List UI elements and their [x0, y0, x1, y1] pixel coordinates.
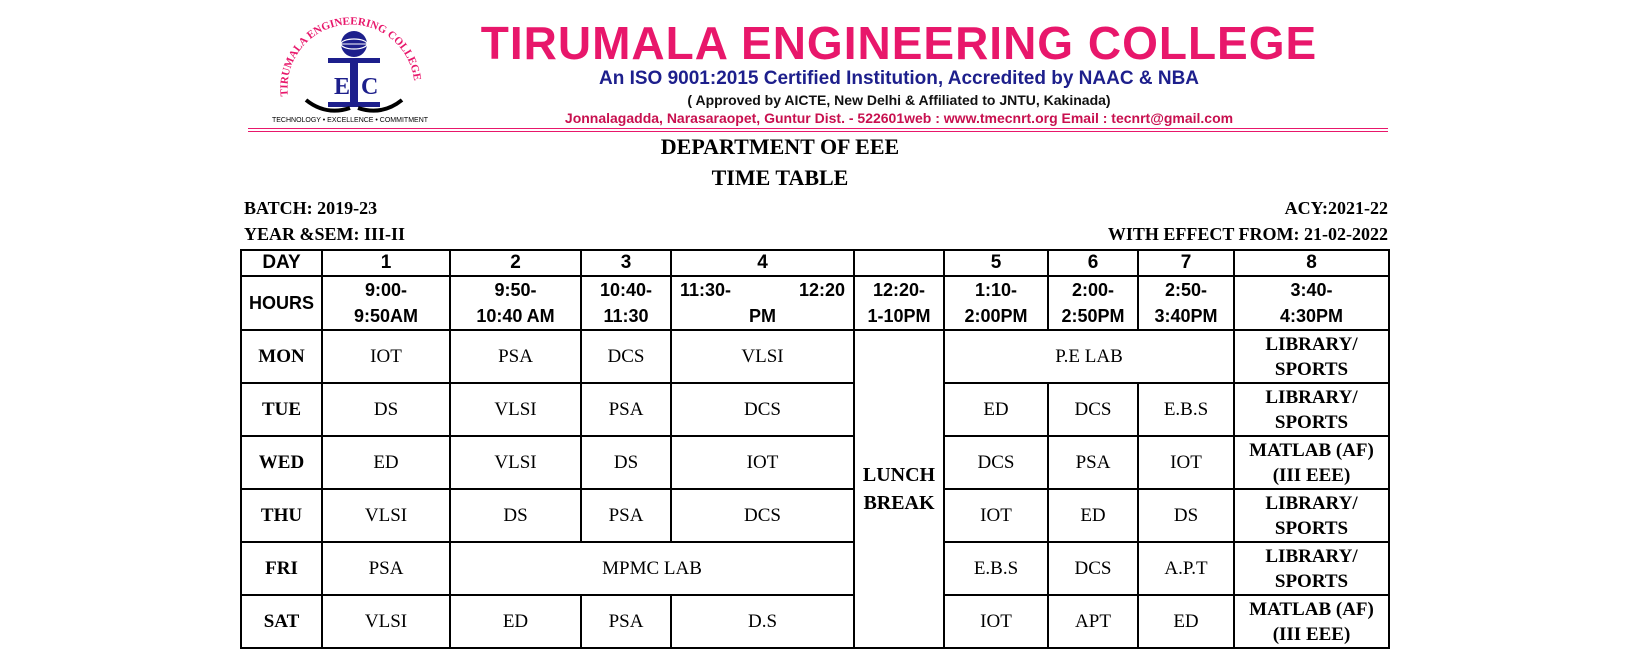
class-cell: PSA: [1048, 436, 1138, 489]
class-cell: A.P.T: [1138, 542, 1234, 595]
period-3-header: 3: [581, 250, 671, 276]
class-cell: IOT: [944, 595, 1048, 648]
lab-cell: MPMC LAB: [450, 542, 854, 595]
class-cell: DS: [450, 489, 581, 542]
period-number-row: [241, 250, 1389, 276]
class-cell: IOT: [322, 330, 450, 383]
class-cell: IOT: [944, 489, 1048, 542]
lunch-break-cell: LUNCH BREAK: [854, 330, 944, 648]
class-cell: APT: [1048, 595, 1138, 648]
class-cell: IOT: [1138, 436, 1234, 489]
period-1-header: 1: [322, 250, 450, 276]
class-cell: PSA: [581, 383, 671, 436]
period-8-header: 8: [1234, 250, 1389, 276]
class-cell: DS: [322, 383, 450, 436]
year-sem-label: YEAR &SEM: III-II: [244, 224, 406, 244]
period-2-time: 9:50- 10:40 AM: [450, 276, 581, 330]
class-cell: MATLAB (AF) (III EEE): [1234, 436, 1389, 489]
class-cell: VLSI: [322, 489, 450, 542]
day-row-mon: [241, 330, 1389, 383]
day-row-thu: [241, 489, 1389, 542]
effective-date-label: WITH EFFECT FROM: 21-02-2022: [1107, 224, 1388, 244]
hours-label: HOURS: [241, 276, 322, 330]
period-7-time: 2:50- 3:40PM: [1138, 276, 1234, 330]
class-cell: PSA: [450, 330, 581, 383]
class-cell: ED: [1138, 595, 1234, 648]
period-6-time: 2:00- 2:50PM: [1048, 276, 1138, 330]
class-cell: ED: [450, 595, 581, 648]
approval-line: ( Approved by AICTE, New Delhi & Affiliated to JNTU, Kakinada): [687, 92, 1111, 108]
logo-pillar: [350, 62, 358, 103]
batch-label: BATCH: 2019-23: [244, 198, 378, 218]
period-3-time: 10:40- 11:30: [581, 276, 671, 330]
day-label: FRI: [241, 542, 322, 595]
hours-row: [241, 276, 1389, 330]
period-4-header: 4: [671, 250, 854, 276]
header-divider: [248, 131, 1388, 132]
accreditation-line: An ISO 9001:2015 Certified Institution, Accredited by NAAC & NBA: [598, 68, 1200, 89]
timetable: [240, 249, 1390, 649]
day-row-wed: [241, 436, 1389, 489]
day-row-sat: [241, 595, 1389, 648]
class-cell: DS: [1138, 489, 1234, 542]
class-cell: LIBRARY/ SPORTS: [1234, 383, 1389, 436]
college-logo: [264, 16, 436, 128]
class-cell: DCS: [671, 489, 854, 542]
day-label: WED: [241, 436, 322, 489]
address-line: Jonnalagadda, Narasaraopet, Guntur Dist. - 522601web : www.tmecnrt.org Email : tecnrt@gmail.com: [564, 110, 1234, 126]
timetable-title: TIME TABLE: [711, 165, 849, 190]
day-header: DAY: [241, 250, 322, 276]
period-2-header: 2: [450, 250, 581, 276]
day-label: MON: [241, 330, 322, 383]
lunch-header: [854, 250, 944, 276]
class-cell: E.B.S: [1138, 383, 1234, 436]
logo-motto: TECHNOLOGY • EXCELLENCE • COMMITMENT: [271, 117, 429, 124]
class-cell: LIBRARY/ SPORTS: [1234, 489, 1389, 542]
class-cell: VLSI: [450, 436, 581, 489]
academic-year-label: ACY:2021-22: [1284, 198, 1388, 218]
logo-letter-e: E: [334, 74, 351, 100]
class-cell: VLSI: [450, 383, 581, 436]
class-cell: E.B.S: [944, 542, 1048, 595]
logo-arc-text: TIRUMALA ENGINEERING COLLEGE: [278, 16, 424, 97]
period-7-header: 7: [1138, 250, 1234, 276]
class-cell: LIBRARY/ SPORTS: [1234, 542, 1389, 595]
logo-letter-c: C: [361, 74, 379, 100]
lab-cell: P.E LAB: [944, 330, 1234, 383]
class-cell: ED: [1048, 489, 1138, 542]
class-cell: PSA: [581, 489, 671, 542]
department-title: DEPARTMENT OF EEE: [660, 134, 900, 159]
period-8-time: 3:40- 4:30PM: [1234, 276, 1389, 330]
class-cell: ED: [944, 383, 1048, 436]
class-cell: DCS: [671, 383, 854, 436]
period-6-header: 6: [1048, 250, 1138, 276]
period-5-time: 1:10- 2:00PM: [944, 276, 1048, 330]
day-label: THU: [241, 489, 322, 542]
class-cell: VLSI: [671, 330, 854, 383]
header-divider: [248, 128, 1388, 129]
class-cell: LIBRARY/ SPORTS: [1234, 330, 1389, 383]
class-cell: DCS: [1048, 383, 1138, 436]
class-cell: IOT: [671, 436, 854, 489]
class-cell: ED: [322, 436, 450, 489]
day-label: TUE: [241, 383, 322, 436]
class-cell: D.S: [671, 595, 854, 648]
class-cell: MATLAB (AF) (III EEE): [1234, 595, 1389, 648]
day-row-tue: [241, 383, 1389, 436]
period-1-time: 9:00- 9:50AM: [322, 276, 450, 330]
period-5-header: 5: [944, 250, 1048, 276]
college-name: TIRUMALA ENGINEERING COLLEGE: [480, 17, 1318, 69]
class-cell: DS: [581, 436, 671, 489]
period-4-time: 11:30- 12:20 PM: [671, 276, 854, 330]
class-cell: VLSI: [322, 595, 450, 648]
college-letterhead: [248, 14, 1388, 130]
day-row-fri: [241, 542, 1389, 595]
class-cell: DCS: [944, 436, 1048, 489]
lunch-time: 12:20- 1-10PM: [854, 276, 944, 330]
class-cell: PSA: [322, 542, 450, 595]
class-cell: DCS: [581, 330, 671, 383]
class-cell: PSA: [581, 595, 671, 648]
day-label: SAT: [241, 595, 322, 648]
class-cell: DCS: [1048, 542, 1138, 595]
